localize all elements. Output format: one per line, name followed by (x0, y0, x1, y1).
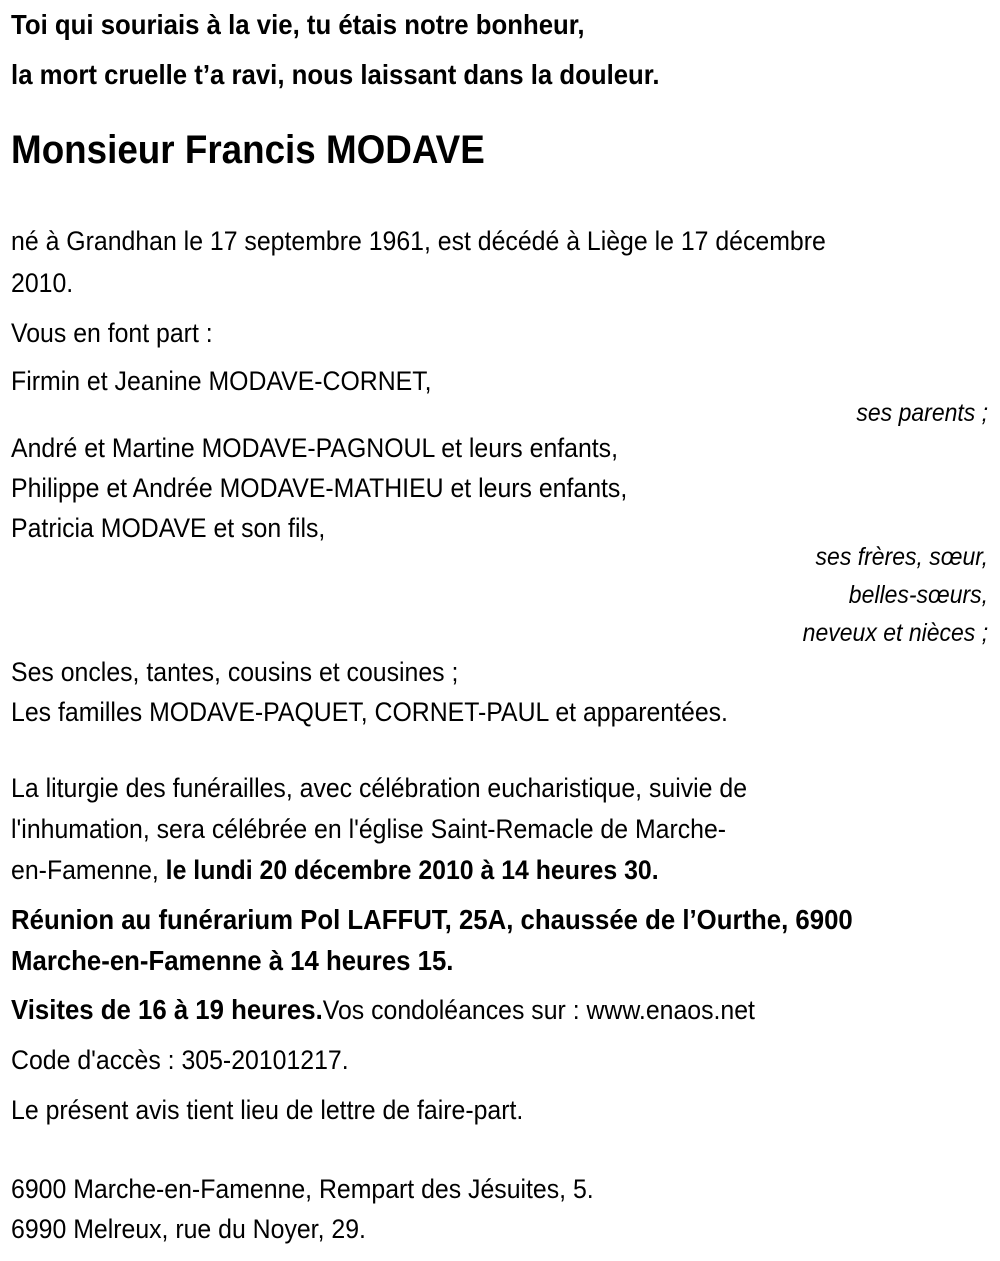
visits-line (11, 989, 988, 1031)
siblings-relations (11, 538, 988, 652)
ceremony-line-2: l'inhumation, sera célébrée en l'église Saint-Remacle de Marche- (11, 814, 727, 844)
ceremony-line-3 (11, 850, 988, 891)
ceremony-datetime: le lundi 20 décembre 2010 à 14 heures 30. (165, 855, 659, 885)
meeting-line-1: Réunion au funérarium Pol LAFFUT, 25A, chaussée de l’Ourthe, 6900 (11, 904, 853, 935)
epitaph (11, 0, 988, 100)
meeting-line-2: Marche-en-Famenne à 14 heures 15. (11, 945, 454, 976)
deceased-name: Monsieur Francis MODAVE (11, 128, 485, 172)
epitaph-line-1: Toi qui souriais à la vie, tu étais notre bonheur, (11, 9, 585, 40)
sibling-line-2: Philippe et Andrée MODAVE-MATHIEU et leurs enfants, (11, 473, 628, 503)
meeting-paragraph (11, 899, 988, 981)
siblings-relation-1: ses frères, sœur, (815, 543, 989, 571)
addresses (11, 1169, 988, 1249)
announcement-intro: Vous en font part : (11, 318, 213, 348)
legal-notice-line: Le présent avis tient lieu de lettre de faire-part. (11, 1095, 524, 1125)
families-line: Les familles MODAVE-PAQUET, CORNET-PAUL et apparentées. (11, 697, 728, 727)
siblings-relation-3: neveux et nièces ; (802, 619, 989, 647)
visits-hours: Visites de 16 à 19 heures. (11, 994, 323, 1025)
siblings-names (11, 428, 988, 548)
address-line-1: 6900 Marche-en-Famenne, Rempart des Jésuites, 5. (11, 1174, 594, 1204)
address-line-2: 6990 Melreux, rue du Noyer, 29. (11, 1214, 366, 1244)
sibling-line-1: André et Martine MODAVE-PAGNOUL et leurs enfants, (11, 433, 619, 463)
access-code-line: Code d'accès : 305-20101217. (11, 1045, 349, 1075)
birth-death-line-1: né à Grandhan le 17 septembre 1961, est décédé à Liège le 17 décembre (11, 226, 826, 256)
sibling-line-3: Patricia MODAVE et son fils, (11, 513, 326, 543)
ceremony-line-1: La liturgie des funérailles, avec célébration eucharistique, suivie de (11, 773, 748, 803)
birth-death-paragraph (11, 220, 988, 304)
parents-names: Firmin et Jeanine MODAVE-CORNET, (11, 366, 432, 396)
uncles-line: Ses oncles, tantes, cousins et cousines ; (11, 657, 459, 687)
condolences-text: Vos condoléances sur : www.enaos.net (322, 995, 755, 1025)
ceremony-place-end: en-Famenne, (11, 855, 166, 885)
parents-relation: ses parents ; (856, 399, 989, 427)
epitaph-line-2: la mort cruelle t’a ravi, nous laissant dans la douleur. (11, 59, 660, 90)
siblings-relation-2: belles-sœurs, (848, 581, 989, 609)
birth-death-line-2: 2010. (11, 268, 74, 298)
ceremony-paragraph (11, 768, 988, 891)
